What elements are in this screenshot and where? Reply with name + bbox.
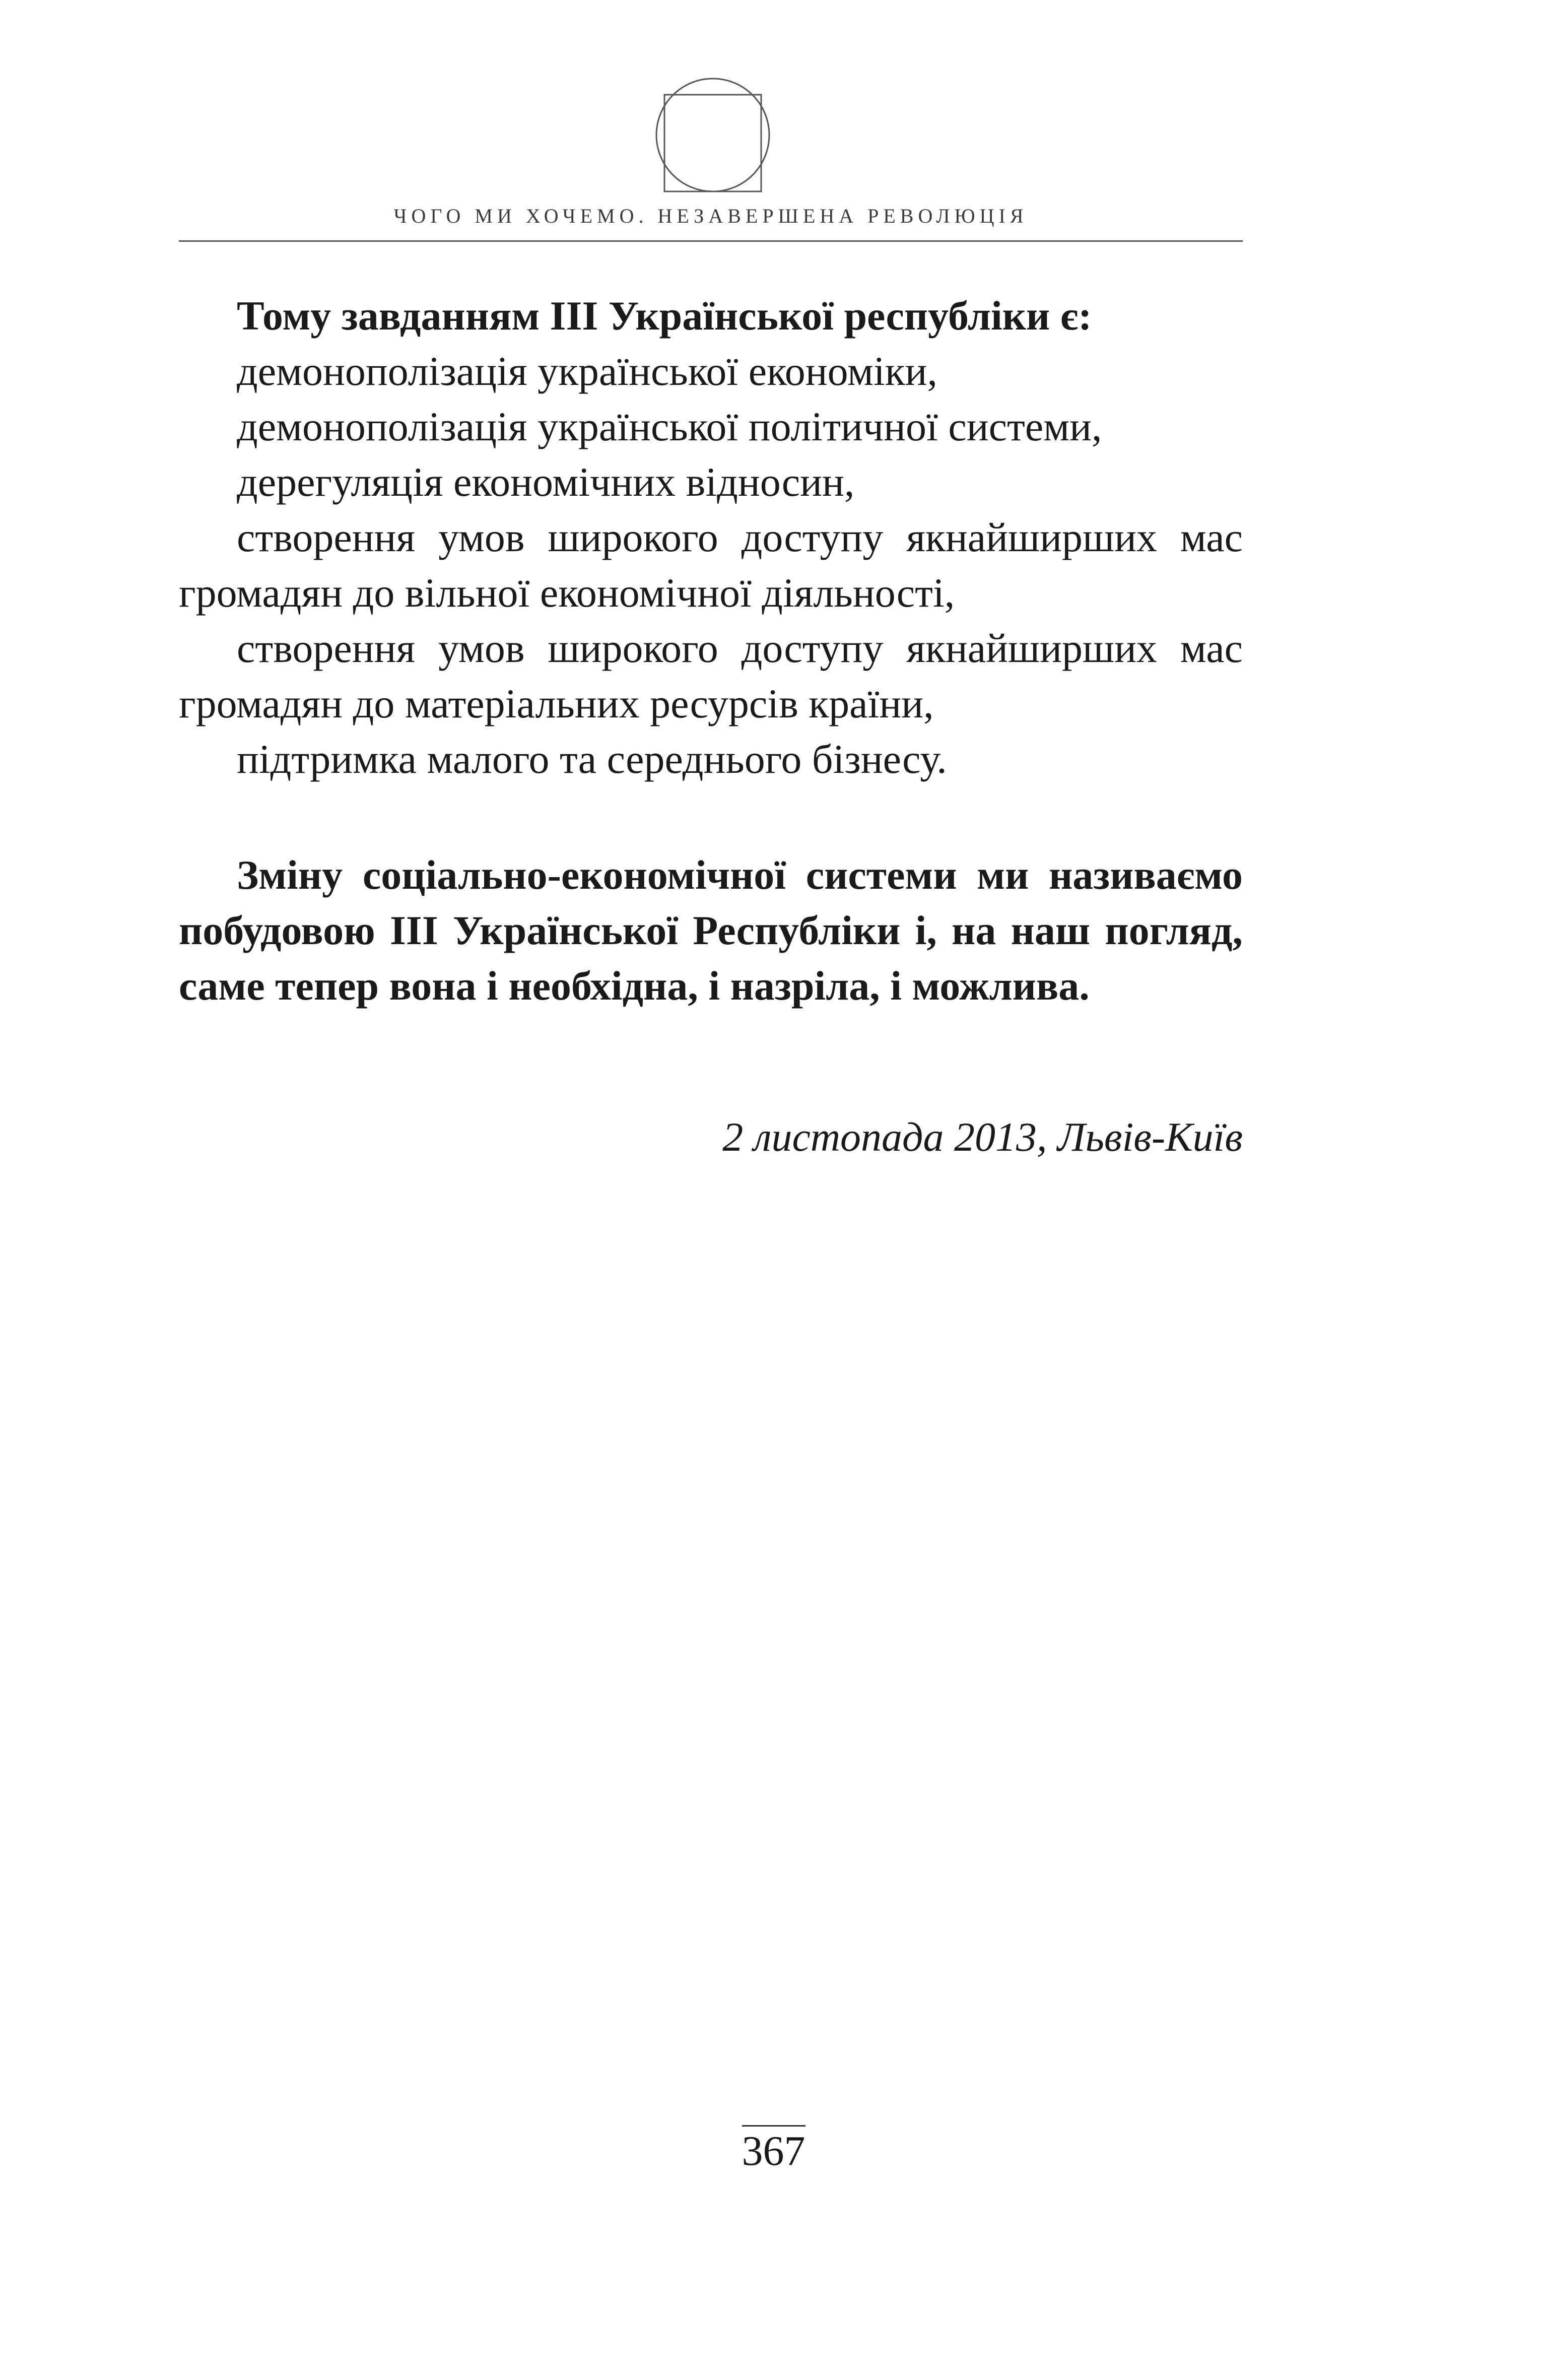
page-number-value: 367 [742,2125,805,2174]
tasks-heading: Тому завданням ІІІ Української республіки є: [237,293,1092,339]
list-item: підтримка малого та середнього бізнесу. [237,736,947,782]
page-number [0,2126,1547,2176]
list-item: демонополізація української політичної системи, [237,404,1102,449]
list-item: демонополізація української економіки, [237,348,937,394]
list-item: створення умов широкого доступу якнайширших мас громадян до вільної економічної діяльності, [179,514,1243,616]
list-item: дерегуляція економічних відносин, [237,459,855,505]
running-title: ЧОГО МИ ХОЧЕМО. НЕЗАВЕРШЕНА РЕВОЛЮЦІЯ [393,205,1028,227]
circle-square-emblem-icon [653,76,772,194]
tasks-section [179,288,1243,787]
conclusion-section [179,847,1243,1014]
conclusion-paragraph: Зміну соціально-економічної системи ми називаємо побудовою ІІІ Української Республіки і, на наш погляд, саме тепер вона і необхідна, і назріла, і можлива. [179,852,1243,1009]
date-place: 2 листопада 2013, Львів-Київ [722,1114,1243,1160]
header-divider [179,240,1243,242]
list-item: створення умов широкого доступу якнайширших мас громадян до матеріальних ресурсів країни, [179,625,1243,726]
